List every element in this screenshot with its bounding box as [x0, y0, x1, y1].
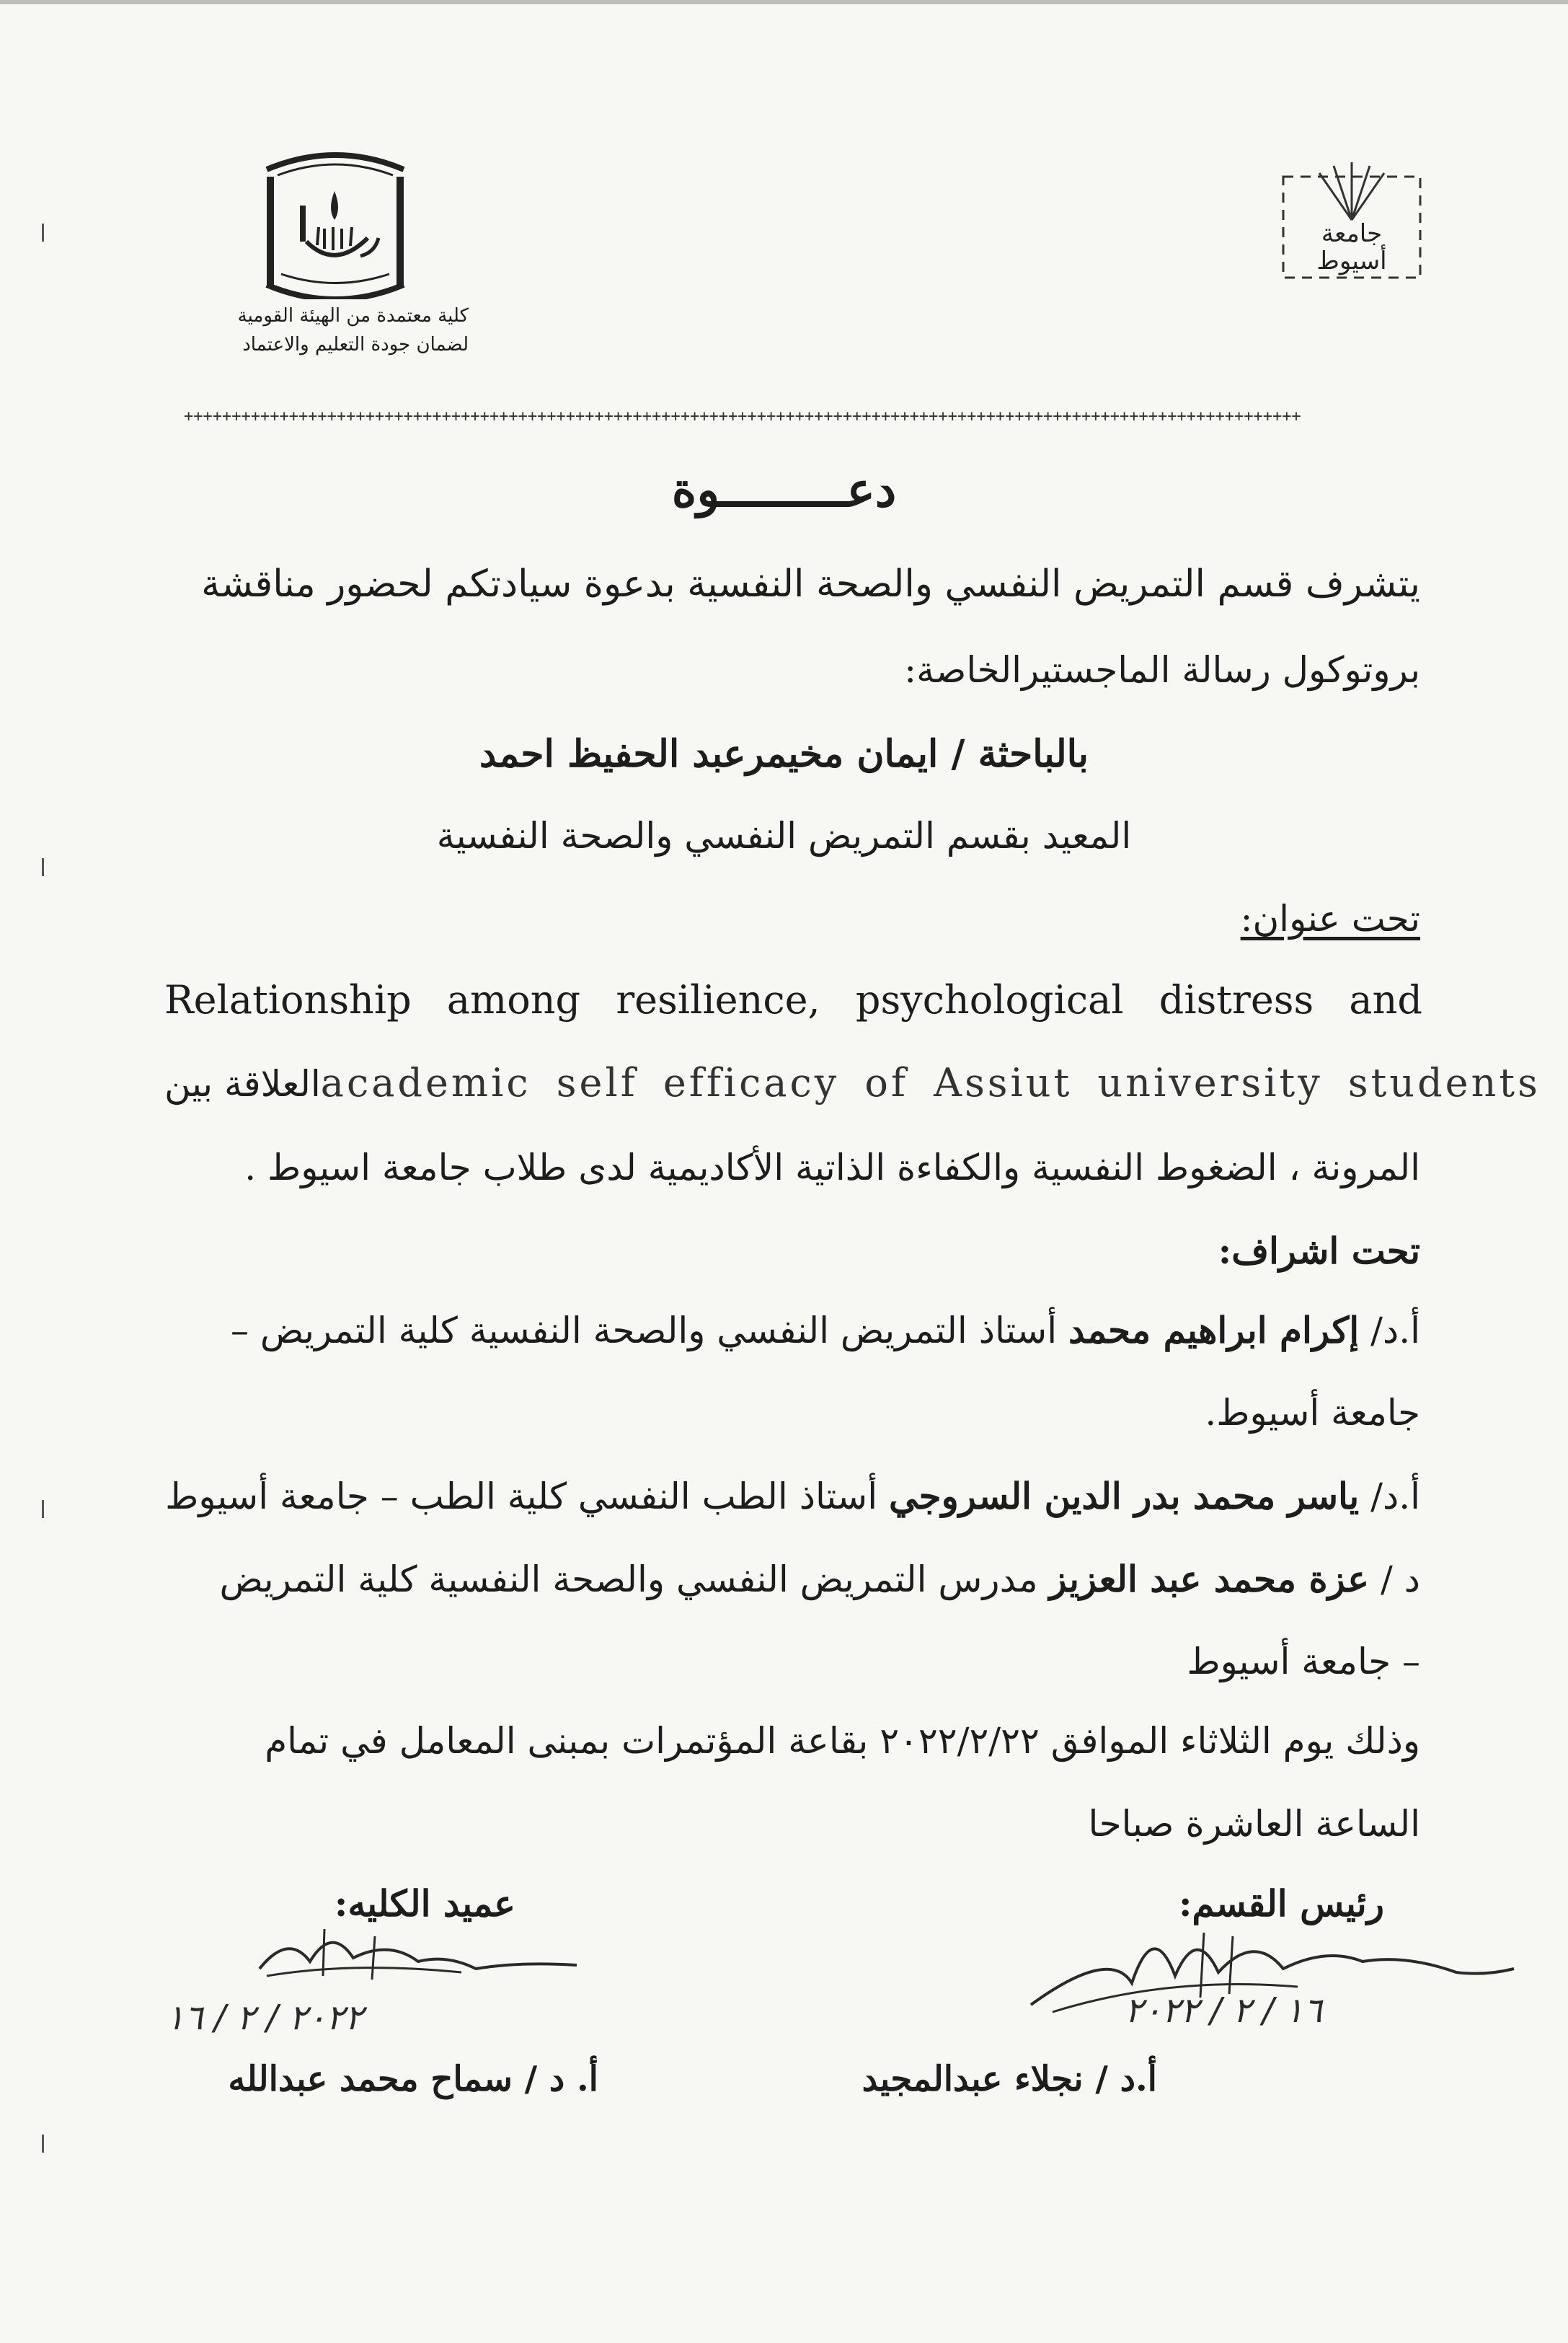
thesis-title-word: among [446, 977, 581, 1023]
department-head-handwritten-date: ١٦ / ٢ / ٢٠٢٢ [1125, 1990, 1322, 2031]
intro-line: يتشرف قسم التمريض النفسي والصحة النفسية بدعوة سيادتكم لحضور مناقشة [201, 562, 1420, 606]
supervisor-2 [165, 1475, 1420, 1517]
faculty-caption-line: لضمان جودة التعليم والاعتماد [242, 334, 469, 356]
intro-line: بروتوكول رسالة الماجستيرالخاصة: [904, 649, 1420, 691]
supervisor-desc: أستاذ التمريض النفسي والصحة النفسية كلية التمريض – [230, 1310, 1058, 1351]
university-logo-text: جامعة [1321, 219, 1383, 248]
department-head-name: أ.د / نجلاء عبدالمجيد [861, 2059, 1157, 2099]
thesis-title-word: distress [1159, 977, 1314, 1023]
thesis-title-mixed-line [164, 1060, 1541, 1106]
thesis-title-word: resilience, [616, 977, 820, 1023]
supervisor-name: إكرام ابراهيم محمد [1068, 1309, 1360, 1351]
supervisor-title: أ.د/ [1370, 1475, 1420, 1517]
supervisor-3 [220, 1558, 1420, 1600]
faculty-logo-icon [252, 148, 418, 299]
scan-edge [0, 0, 1568, 4]
dean-name: أ. د / سماح محمد عبدالله [228, 2059, 598, 2099]
faculty-accreditation-caption [238, 301, 469, 359]
thesis-title-arabic-prefix: العلاقة بين [164, 1063, 321, 1105]
schedule-line: وذلك يوم الثلاثاء الموافق ٢٠٢٢/٢/٢٢ بقاعة المؤتمرات بمبنى المعامل في تمام [265, 1720, 1420, 1762]
thesis-title-english-cont: academic self efficacy of Assiut university students [320, 1060, 1541, 1106]
researcher-role: المعيد بقسم التمريض النفسي والصحة النفسية [436, 815, 1132, 857]
supervisor-desc: مدرس التمريض النفسي والصحة النفسية كلية التمريض [219, 1558, 1038, 1600]
researcher-name: بالباحثة / ايمان مخيمرعبد الحفيظ احمد [479, 732, 1089, 776]
page-title: دعـــــــــوة [671, 462, 897, 518]
department-head-label: رئيس القسم: [1178, 1882, 1384, 1925]
supervision-heading: تحت اشراف: [1218, 1230, 1420, 1272]
supervisor-title: أ.د/ [1370, 1310, 1420, 1351]
thesis-title-word: and [1349, 977, 1422, 1023]
dean-signature-icon [245, 1918, 591, 1998]
supervisor-title: د / [1380, 1558, 1420, 1600]
supervisor-name: ياسر محمد بدر الدين السروجي [889, 1475, 1360, 1517]
thesis-title-english-line [164, 977, 1422, 1023]
university-logo-text: أسيوط [1316, 247, 1387, 275]
thesis-title-arabic: المرونة ، الضغوط النفسية والكفاءة الذاتية الأكاديمية لدى طلاب جامعة اسيوط . [244, 1147, 1420, 1188]
thesis-title-word: Relationship [164, 977, 412, 1023]
supervisor-1 [231, 1309, 1420, 1351]
supervisor-3-cont: – جامعة أسيوط [1187, 1641, 1420, 1682]
thesis-title-word: psychological [855, 977, 1124, 1023]
supervisor-name: عزة محمد عبد العزيز [1049, 1558, 1370, 1600]
university-logo-icon [1276, 155, 1427, 285]
subject-heading-text: تحت عنوان: [1240, 898, 1420, 940]
dean-label: عميد الكليه: [334, 1882, 515, 1925]
schedule-line: الساعة العاشرة صباحا [1088, 1803, 1420, 1845]
dean-handwritten-date: ٢٠٢٢ / ٢ / ١٦ [166, 1998, 363, 2038]
faculty-caption-line: كلية معتمدة من الهيئة القومية [237, 305, 469, 327]
supervisor-desc: أستاذ الطب النفسي كلية الطب – جامعة أسيوط [165, 1475, 878, 1517]
header-divider: +++++++++++++++++++++++++++++++++++++++++++++++++++++++++++++++++++++++++++++++++++++++++++++++++++++++++++++++++++++ [184, 407, 1301, 425]
subject-heading [1241, 898, 1420, 940]
supervisor-1-cont: جامعة أسيوط. [1205, 1392, 1420, 1434]
